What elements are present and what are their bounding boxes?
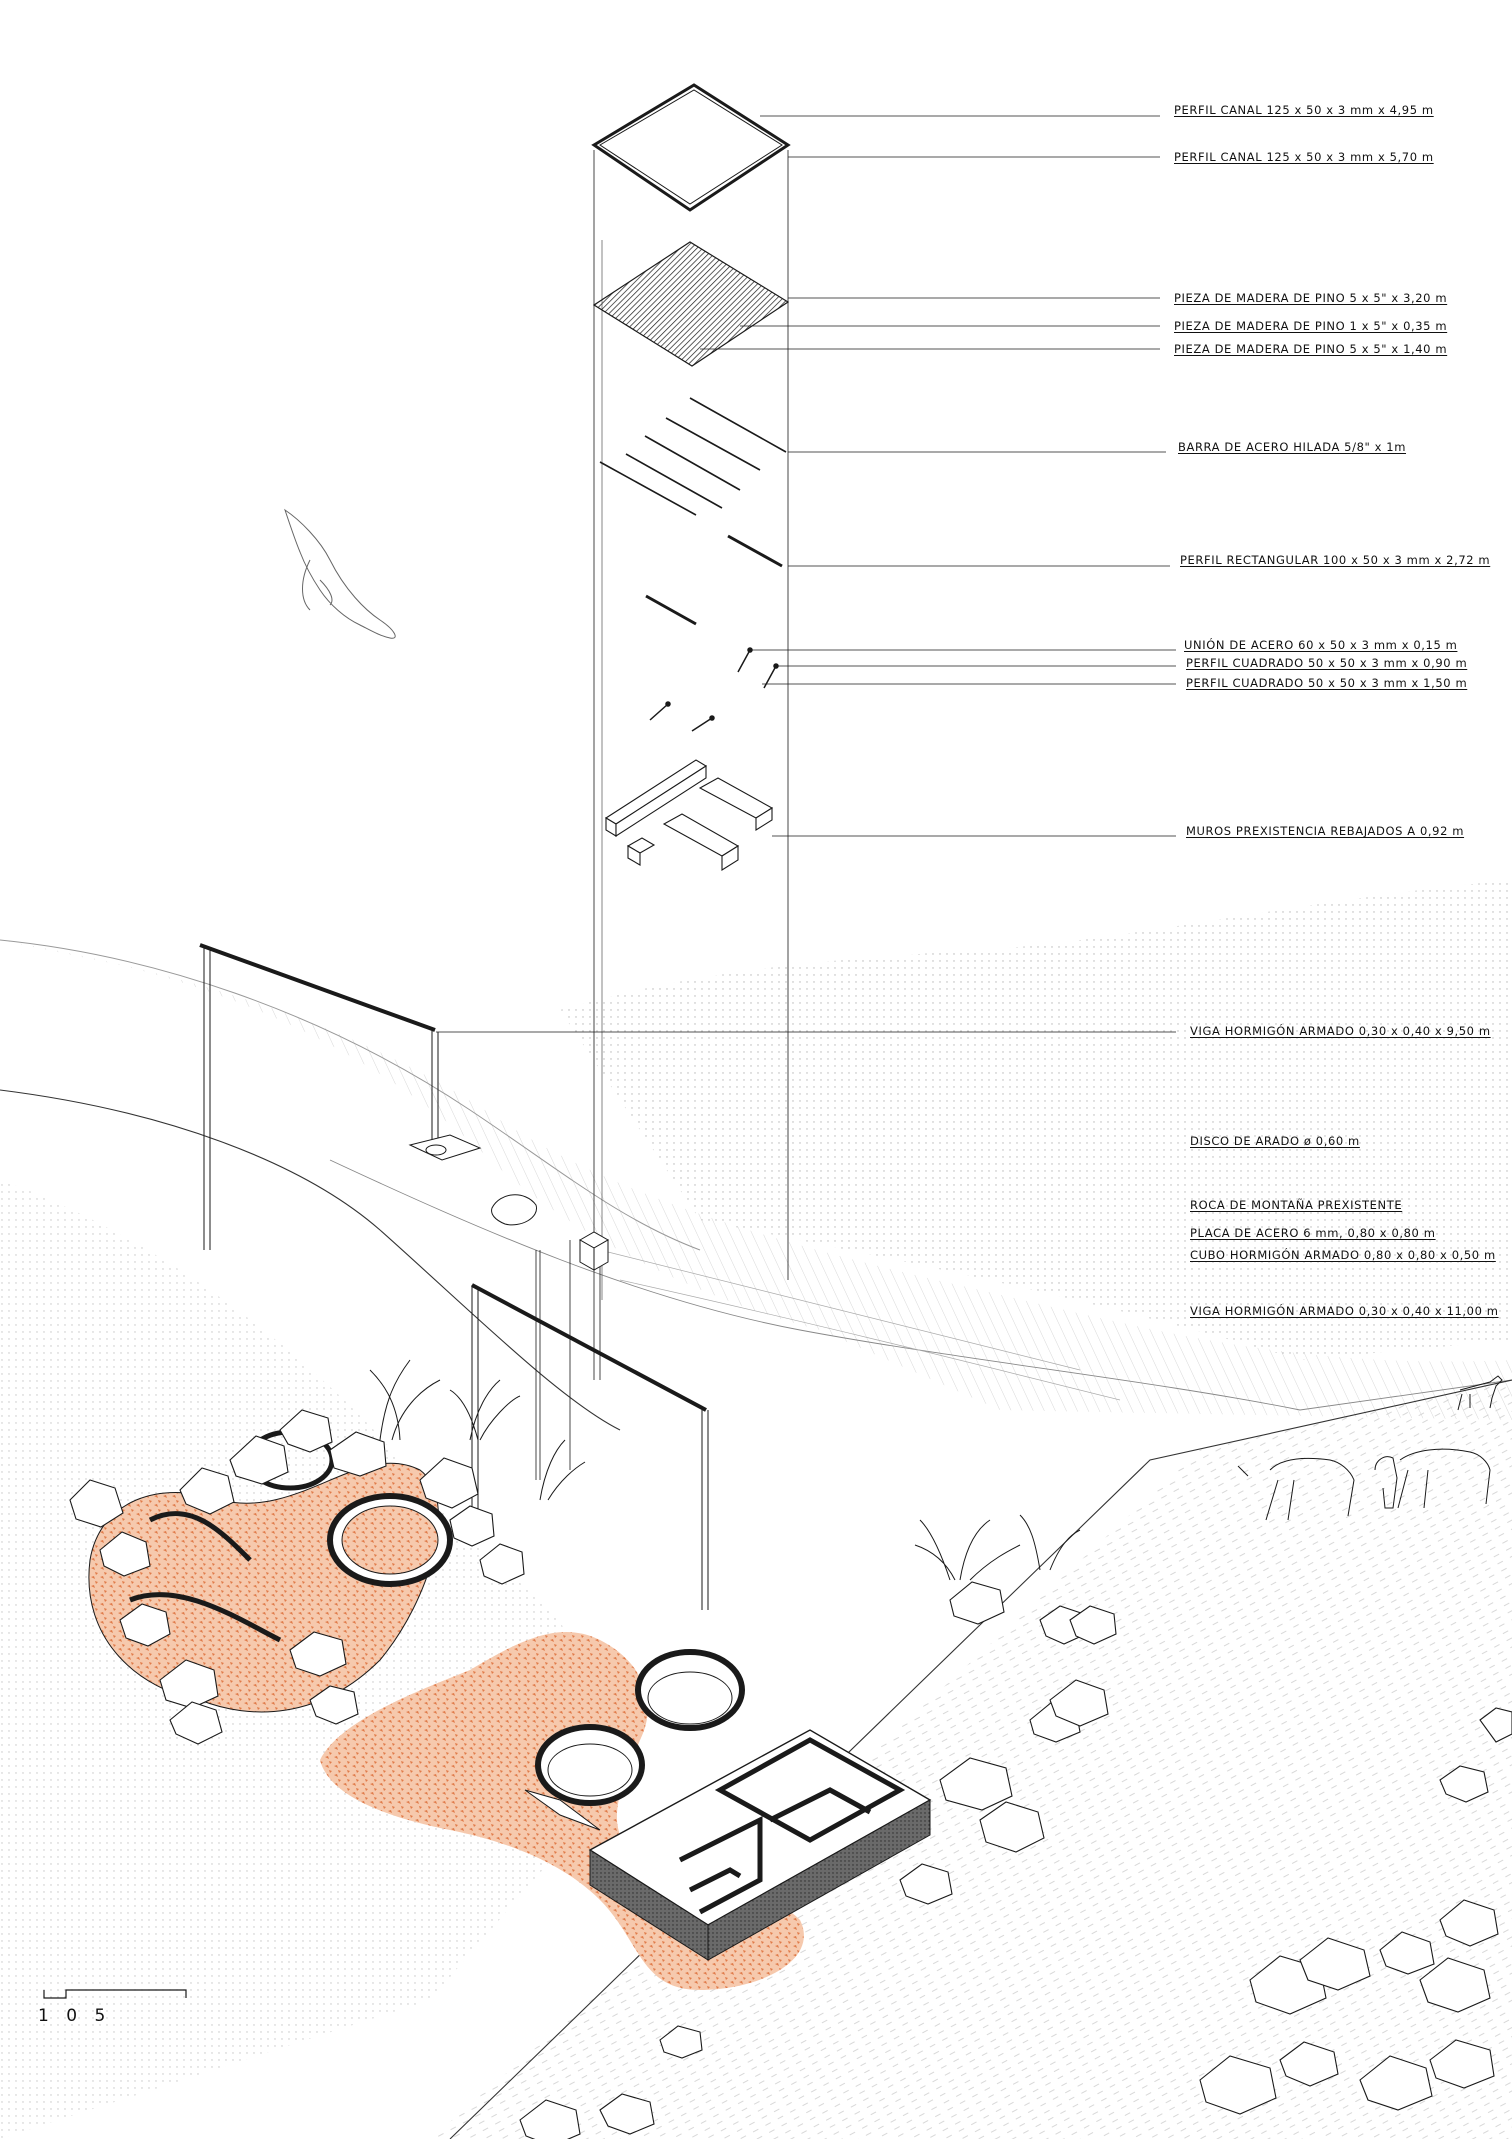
- concrete-beam-left: [200, 945, 480, 1250]
- label-perfil-rectangular: PERFIL RECTANGULAR 100 x 50 x 3 mm x 2,72 m: [1180, 553, 1491, 567]
- label-madera-140: PIEZA DE MADERA DE PINO 5 x 5" x 1,40 m: [1174, 342, 1448, 356]
- label-placa-acero: PLACA DE ACERO 6 mm, 0,80 x 0,80 m: [1190, 1226, 1436, 1240]
- label-barra-acero: BARRA DE ACERO HILADA 5/8" x 1m: [1178, 440, 1407, 454]
- eagle-illustration: [285, 510, 395, 638]
- label-muros: MUROS PREXISTENCIA REBAJADOS A 0,92 m: [1186, 824, 1465, 838]
- wood-deck: [594, 242, 788, 366]
- label-roca: ROCA DE MONTAÑA PREXISTENTE: [1190, 1198, 1403, 1212]
- label-cubo: CUBO HORMIGÓN ARMADO 0,80 x 0,80 x 0,50 m: [1190, 1248, 1496, 1262]
- label-viga-1100: VIGA HORMIGÓN ARMADO 0,30 x 0,40 x 11,00 m: [1190, 1304, 1499, 1318]
- label-perfil-canal-495: PERFIL CANAL 125 x 50 x 3 mm x 4,95 m: [1174, 103, 1434, 117]
- label-viga-950: VIGA HORMIGÓN ARMADO 0,30 x 0,40 x 9,50 m: [1190, 1024, 1491, 1038]
- steel-bars: [600, 398, 786, 624]
- label-madera-035: PIEZA DE MADERA DE PINO 1 x 5" x 0,35 m: [1174, 319, 1448, 333]
- label-union-acero: UNIÓN DE ACERO 60 x 50 x 3 mm x 0,15 m: [1184, 638, 1458, 652]
- existing-walls: [606, 760, 772, 870]
- scale-bar-text: 1 0 5: [38, 2006, 112, 2026]
- steel-joints: [650, 648, 778, 731]
- label-perfil-canal-570: PERFIL CANAL 125 x 50 x 3 mm x 5,70 m: [1174, 150, 1434, 164]
- mountain-rock: [492, 1195, 537, 1225]
- label-madera-320: PIEZA DE MADERA DE PINO 5 x 5" x 3,20 m: [1174, 291, 1448, 305]
- label-perfil-cuadrado-090: PERFIL CUADRADO 50 x 50 x 3 mm x 0,90 m: [1186, 656, 1468, 670]
- leader-lines: [436, 116, 1176, 1032]
- label-perfil-cuadrado-150: PERFIL CUADRADO 50 x 50 x 3 mm x 1,50 m: [1186, 676, 1468, 690]
- concrete-cube: [580, 1232, 608, 1270]
- label-disco-arado: DISCO DE ARADO ø 0,60 m: [1190, 1134, 1360, 1148]
- canal-frame: [594, 85, 788, 210]
